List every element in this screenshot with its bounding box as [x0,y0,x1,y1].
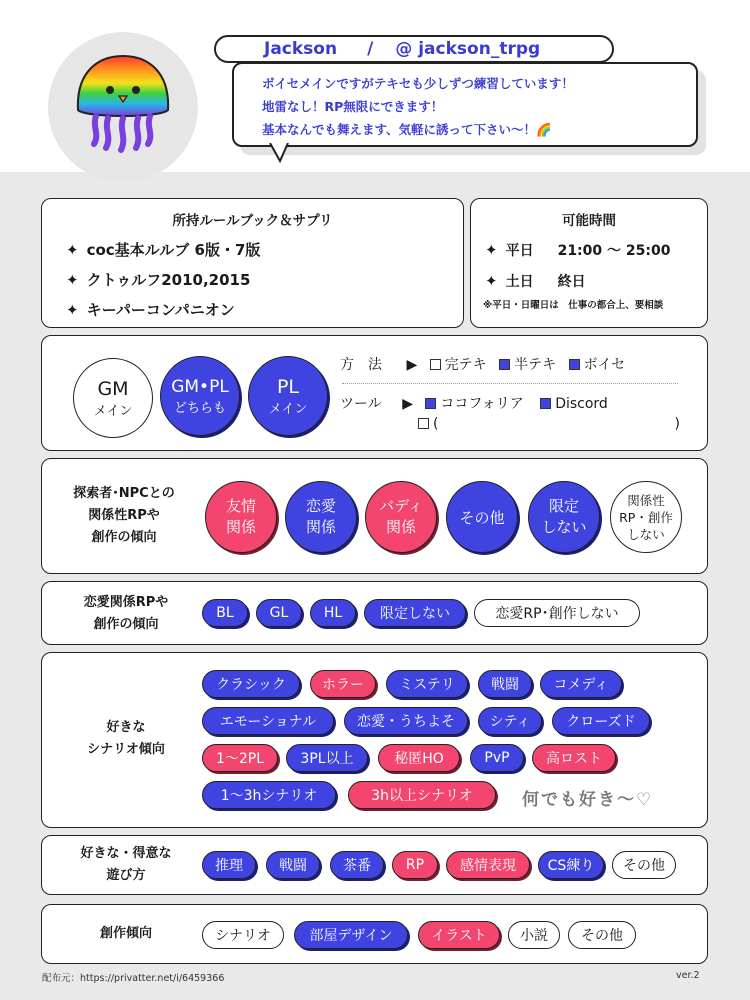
scenario-label: 好きな シナリオ傾向 [87,720,165,757]
relation-none[interactable]: 関係性 RP・創作 しない [610,481,682,553]
checkbox-icon [569,359,580,370]
creation-illust[interactable]: イラスト [418,921,500,949]
bio-line: 基本なんでも舞えます、気軽に誘って下さい～！🌈 [262,122,552,137]
scenario-battle[interactable]: 戦闘 [478,670,532,698]
checkbox-icon [499,359,510,370]
play-cs[interactable]: CS練り [538,851,604,879]
romance-hl[interactable]: HL [310,599,356,627]
divider [342,383,678,384]
rulebook-item: ✦ クトゥルフ2010,2015 [66,271,251,289]
creation-panel [41,904,708,964]
scenario-city[interactable]: シティ [478,707,542,735]
creation-other[interactable]: その他 [568,921,636,949]
role-panel [41,335,708,451]
bio-line: ボイセメインですがテキセも少しずつ練習しています！ [262,76,574,91]
play-other[interactable]: その他 [612,851,676,879]
method-option[interactable]: 半テキ [499,357,556,373]
romance-gl[interactable]: GL [256,599,302,627]
relation-friendship[interactable]: 友情 関係 [205,481,277,553]
separator: / [367,39,374,59]
scenario-romance[interactable]: 恋愛・うちよそ [344,707,468,735]
scenario-secret-ho[interactable]: 秘匿HO [378,744,460,772]
star-icon: ✦ [66,241,79,259]
role-pl[interactable]: PL メイン [248,356,328,436]
creation-scenario[interactable]: シナリオ [202,921,284,949]
relation-romance[interactable]: 恋愛 関係 [285,481,357,553]
play-label: 好きな・得意な 遊び方 [80,846,172,883]
scenario-high-lost[interactable]: 高ロスト [532,744,616,772]
checkbox-icon [425,398,436,409]
checkbox-icon [540,398,551,409]
checkbox-icon [418,418,429,429]
rulebook-item: ✦ キーパーコンパニオン [66,301,235,319]
rulebook-item: ✦ coc基本ルルブ 6版・7版 [66,241,261,259]
scenario-comedy[interactable]: コメディ [540,670,622,698]
profile-name: Jackson [264,39,338,59]
romance-bl[interactable]: BL [202,599,248,627]
star-icon: ✦ [485,272,498,290]
star-icon: ✦ [66,271,79,289]
relation-unlimited[interactable]: 限定 しない [528,481,600,553]
checkbox-icon [430,359,441,370]
scenario-1-2pl[interactable]: 1～2PL [202,744,278,772]
romance-none[interactable]: 恋愛RP･創作しない [474,599,640,627]
scenario-1-3h[interactable]: 1～3hシナリオ [202,781,336,809]
star-icon: ✦ [66,301,79,319]
jellyfish-icon [48,32,198,182]
romance-label: 恋愛関係RPや 創作の傾向 [83,595,169,632]
creation-novel[interactable]: 小説 [508,921,560,949]
role-gm[interactable]: GM メイン [73,358,153,438]
availability-note: ※平日・日曜日は 仕事の都合上、要相談 [483,300,664,311]
scenario-classic[interactable]: クラシック [202,670,300,698]
scenario-closed[interactable]: クローズド [552,707,650,735]
relation-other[interactable]: その他 [446,481,518,553]
avatar[interactable] [48,32,198,182]
profile-handle[interactable]: @ jackson_trpg [395,39,541,59]
footer-version: ver.2 [676,970,700,981]
star-icon: ✦ [485,241,498,259]
play-panel [41,835,708,895]
availability-panel [470,198,708,328]
tool-option[interactable]: Discord [540,396,608,412]
romance-unlimited[interactable]: 限定しない [364,599,466,627]
relations-label: 探索者･NPCとの 関係性RPや 創作の傾向 [73,486,175,545]
tool-other-row[interactable]: ( ) [418,416,680,432]
scenario-panel [41,652,708,828]
play-deduction[interactable]: 推理 [202,851,256,879]
id-bar [214,35,614,63]
tool-row: ツール ▶ ココフォリア Discord [340,396,608,412]
rulebook-title: 所持ルールブック＆サプリ [172,213,333,229]
play-farce[interactable]: 茶番 [330,851,384,879]
tool-option[interactable]: ココフォリア [425,396,523,412]
weekday-row: ✦ 平日 21:00 ～ 25:00 [485,241,671,259]
play-emotion[interactable]: 感情表現 [446,851,530,879]
relation-buddy[interactable]: バディ 関係 [365,481,437,553]
play-battle[interactable]: 戦闘 [266,851,320,879]
creation-label: 創作傾向 [99,926,152,941]
footer-source[interactable]: 配布元：https://privatter.net/i/6459366 [42,973,225,984]
method-option[interactable]: ボイセ [569,357,626,373]
romance-panel [41,581,708,645]
arrow-icon: ▶ [402,396,413,412]
scenario-mystery[interactable]: ミステリ [386,670,468,698]
scenario-emotional[interactable]: エモーショナル [202,707,334,735]
weekend-row: ✦ 土日 終日 [485,272,586,290]
availability-title: 可能時間 [562,213,616,229]
bubble-tail-icon [268,143,290,163]
play-rp[interactable]: RP [392,851,438,879]
bio-line: 地雷なし！RP無限にできます！ [262,99,444,114]
method-row: 方 法 ▶ 完テキ 半テキ ボイセ [340,357,626,373]
scenario-horror[interactable]: ホラー [310,670,376,698]
scenario-pvp[interactable]: PvP [470,744,524,772]
scenario-3h-plus[interactable]: 3h以上シナリオ [348,781,496,809]
role-gm-pl[interactable]: GM•PL どちらも [160,356,240,436]
creation-room-design[interactable]: 部屋デザイン [294,921,408,949]
bio-bubble [232,62,698,147]
rulebook-panel [41,198,464,328]
arrow-icon: ▶ [406,357,418,373]
scenario-note: 何でも好き～♡ [522,790,654,810]
scenario-3pl[interactable]: 3PL以上 [286,744,368,772]
relations-panel [41,458,708,574]
method-option[interactable]: 完テキ [430,357,487,373]
